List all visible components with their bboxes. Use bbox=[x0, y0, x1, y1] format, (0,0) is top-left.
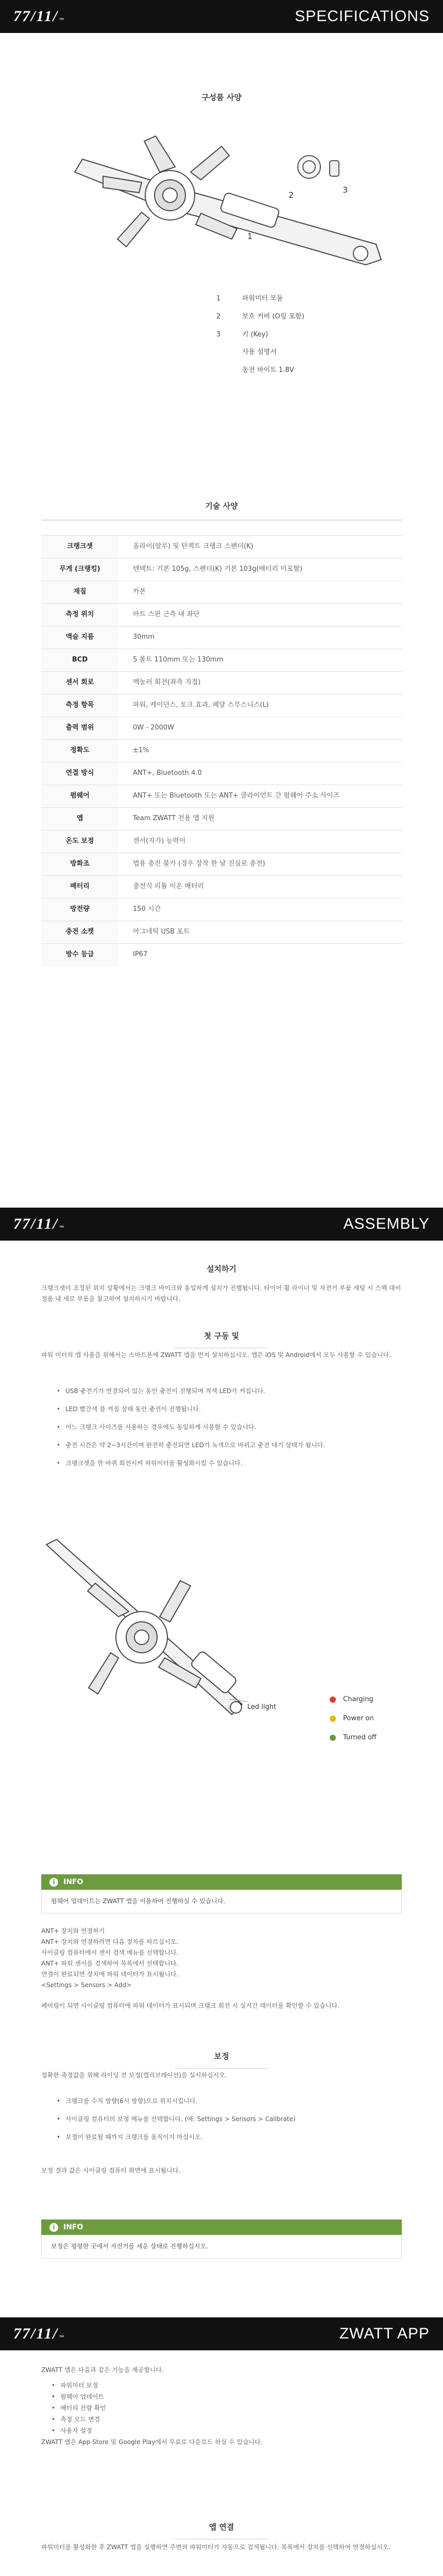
spec-row bbox=[41, 694, 402, 717]
calibration-list bbox=[57, 2096, 402, 2150]
callout-3: 3 bbox=[343, 185, 348, 195]
spec-key: 연결 방식 bbox=[41, 762, 118, 785]
spec-row bbox=[41, 876, 402, 899]
legend-power-on: Power on bbox=[330, 1713, 377, 1725]
info-box: i INFO 보정은 평평한 곳에서 자전거를 세운 상태로 진행하십시오. bbox=[41, 2219, 402, 2259]
led-light-label: Led light bbox=[247, 1703, 277, 1711]
spec-row bbox=[41, 558, 402, 581]
spec-value: Team ZWATT 전용 앱 지원 bbox=[118, 808, 402, 831]
components-list bbox=[216, 293, 304, 383]
spec-value: 올라이(알루) 및 탄젝트 크랭크 스펜더(K) bbox=[118, 536, 402, 558]
zwatt-app-section bbox=[0, 2350, 443, 2576]
green-dot-icon bbox=[330, 1735, 336, 1741]
list-item: • 크랭크를 수직 방향(6시 방향)으로 위치시킵니다. bbox=[57, 2096, 402, 2107]
spec-key: 크랭크셋 bbox=[41, 536, 118, 558]
spec-value: 카본 bbox=[118, 581, 402, 604]
spec-value: 파워, 케이던스, 토크 효과, 페달 스무스니스(L) bbox=[118, 694, 402, 717]
spec-row bbox=[41, 808, 402, 831]
ant-text: 페어링이 되면 사이클링 컴퓨터에 파워 데이터가 표시되며 크랭크 회전 시 실시간 데이터를 확인할 수 있습니다. bbox=[41, 2002, 339, 2009]
list-item: • 크랭크셋을 한 바퀴 회전시켜 파워미터를 활성화시킬 수 있습니다. bbox=[57, 1458, 402, 1469]
spec-row bbox=[41, 672, 402, 694]
spec-row bbox=[41, 921, 402, 944]
spec-value: 5 볼트 110mm 또는 130mm bbox=[118, 649, 402, 672]
spec-key: 재질 bbox=[41, 581, 118, 604]
spec-value: 마그네틱 USB 포트 bbox=[118, 921, 402, 944]
legend-charging: Charging bbox=[330, 1694, 377, 1706]
spec-key: 방전량 bbox=[41, 899, 118, 921]
setup-heading: 첫 구동 및 bbox=[0, 1329, 443, 1348]
legend-turned-off: Turned off bbox=[330, 1732, 377, 1744]
spec-value: 법용 충전 불가 (경우 장착 한 날 진실로 충전) bbox=[118, 853, 402, 876]
red-dot-icon bbox=[330, 1697, 336, 1703]
spec-key: 배터리 bbox=[41, 876, 118, 899]
list-item: 사용 설명서 bbox=[242, 348, 277, 357]
components-heading: 구성품 사양 bbox=[201, 93, 242, 102]
spec-row bbox=[41, 899, 402, 921]
spec-value: ±1% bbox=[118, 740, 402, 762]
spec-value: 150 시간 bbox=[118, 899, 402, 921]
spec-row bbox=[41, 785, 402, 808]
callout-2: 2 bbox=[288, 190, 294, 200]
spec-row bbox=[41, 626, 402, 649]
spec-value: 텐텍트: 기본 105g, 스펜더(K) 기본 103g(배터리 미포함) bbox=[118, 558, 402, 581]
list-item: • USB 충전기가 연결되어 있는 동안 충전이 진행되며 적색 LED가 켜집니다. bbox=[57, 1386, 402, 1397]
banner-title: ASSEMBLY bbox=[343, 1215, 430, 1232]
list-item: • 펌웨어 업데이트 bbox=[52, 2392, 106, 2402]
setup-list bbox=[57, 1386, 402, 1476]
installation-text: 크랭크셋이 조정된 위치 상황에서는 크랭크 바이크와 동일하게 설치가 진행됩니다. 타이어 휠 라이너 및 자전거 부품 세팅 시 스펙 대비 정품 내 세로 부품을 참고하여 설치하시기 바랍니다. bbox=[41, 1284, 401, 1302]
list-item: • 측정 모드 변경 bbox=[52, 2414, 106, 2425]
spec-row bbox=[41, 604, 402, 626]
connect-text: 파워미터를 활성화한 후 ZWATT 앱을 실행하면 주변의 파워미터가 자동으로 검색됩니다. 목록에서 장치를 선택하여 연결하십시오. bbox=[41, 2544, 390, 2551]
spec-key: 방화조 bbox=[41, 853, 118, 876]
spec-key: 앱 bbox=[41, 808, 118, 831]
spec-key: 방수 등급 bbox=[41, 944, 118, 967]
spec-key: 측정 항목 bbox=[41, 694, 118, 717]
spec-key: BCD bbox=[41, 649, 118, 672]
app-note: ZWATT 앱은 App Store 및 Google Play에서 무료로 다운로드 하실 수 있습니다. bbox=[41, 2438, 263, 2446]
info-icon: i bbox=[49, 2223, 58, 2232]
connect-heading: 앱 연결 bbox=[0, 2520, 443, 2539]
spec-value: 센서(자가) 능력이 bbox=[118, 831, 402, 853]
list-item: 동전 바이트 1.8V bbox=[242, 366, 294, 374]
list-item: • 어느 크랭크 사이즈를 사용하는 경우에도 동일하게 사용할 수 있습니다. bbox=[57, 1422, 402, 1433]
list-item: 2 보호 커버 (O링 포함) bbox=[216, 312, 304, 320]
yellow-dot-icon bbox=[330, 1716, 336, 1722]
brand-logo: 77/11/ ™ bbox=[13, 2325, 64, 2342]
callout-1: 1 bbox=[247, 231, 253, 241]
spec-key: 측정 위치 bbox=[41, 604, 118, 626]
spec-value: 0W - 2000W bbox=[118, 717, 402, 740]
setup-intro: 파워 미터의 앱 사용을 위해서는 스마트폰에 ZWATT 앱을 먼저 설치하십시오. 앱은 iOS 및 Android에서 모두 사용할 수 있습니다. bbox=[41, 1351, 391, 1359]
calibration-intro: 정확한 측정값을 위해 라이딩 전 보정(캘리브레이션)을 실시하십시오. bbox=[41, 2072, 227, 2079]
spec-key: 온도 보정 bbox=[41, 831, 118, 853]
crank-arm-illustration bbox=[21, 110, 422, 285]
app-feature-list bbox=[52, 2380, 106, 2437]
calibration-heading: 보정 bbox=[0, 2049, 443, 2069]
banner-title: ZWATT APP bbox=[339, 2325, 430, 2342]
calibration-text: 보정 결과 값은 사이클링 컴퓨터 화면에 표시됩니다. bbox=[41, 2167, 181, 2174]
list-item: • LED 빨간색 불 켜짐 상태 동안 충전이 진행됩니다. bbox=[57, 1404, 402, 1415]
spec-row bbox=[41, 649, 402, 672]
spec-key: 무게 (크랭킹) bbox=[41, 558, 118, 581]
spec-value: 충전식 리튬 이온 배터리 bbox=[118, 876, 402, 899]
spec-row bbox=[41, 853, 402, 876]
list-item: 1 파워미터 모듈 bbox=[216, 295, 283, 302]
spec-row bbox=[41, 581, 402, 604]
info-box: i INFO 펌웨어 업데이트는 ZWATT 앱을 이용하여 진행하실 수 있습니다. bbox=[41, 1874, 402, 1913]
spec-row bbox=[41, 536, 402, 558]
spec-row bbox=[41, 944, 402, 967]
spec-row bbox=[41, 740, 402, 762]
specs-heading: 기술 사양 bbox=[205, 501, 238, 511]
spec-value: ANT+ 또는 Bluetooth 또는 ANT+ 클라이언트 간 펌웨어 주소 사이즈 bbox=[118, 785, 402, 808]
list-item: • 충전 시간은 약 2~3시간이며 완전히 충전되면 LED가 녹색으로 바뀌고 충전 대기 상태가 됩니다. bbox=[57, 1440, 402, 1451]
spec-key: 출력 범위 bbox=[41, 717, 118, 740]
zwatt-app-banner bbox=[0, 2317, 443, 2350]
list-item: • 사이클링 컴퓨터의 보정 메뉴를 선택합니다. (예: Settings > Sensors > Calibrate) bbox=[57, 2114, 402, 2125]
list-item: 3 키 (Key) bbox=[216, 330, 268, 338]
specifications-banner bbox=[0, 0, 443, 33]
spec-row bbox=[41, 831, 402, 853]
spec-value: 바트 스핀 근측 내 좌단 bbox=[118, 604, 402, 626]
spec-value: IP67 bbox=[118, 944, 402, 967]
spec-row bbox=[41, 717, 402, 740]
spec-key: 정확도 bbox=[41, 740, 118, 762]
list-item: • 배터리 잔량 확인 bbox=[52, 2403, 106, 2414]
specifications-section bbox=[0, 33, 443, 1208]
spec-row bbox=[41, 762, 402, 785]
banner-title: SPECIFICATIONS bbox=[295, 7, 430, 25]
brand-logo: 77/11/ ™ bbox=[13, 7, 64, 25]
spec-value: 30mm bbox=[118, 626, 402, 649]
ant-heading: ANT+ 장치와 연결하기 bbox=[41, 1927, 105, 1935]
spec-key: 액슬 지름 bbox=[41, 626, 118, 649]
assembly-section bbox=[0, 1241, 443, 2317]
spec-value: ANT+, Bluetooth 4.0 bbox=[118, 762, 402, 785]
spec-key: 센서 회로 bbox=[41, 672, 118, 694]
list-item: • 보정이 완료될 때까지 크랭크를 움직이지 마십시오. bbox=[57, 2132, 402, 2143]
crank-led-illustration bbox=[26, 1524, 294, 1751]
spec-key: 충전 소켓 bbox=[41, 921, 118, 944]
spec-value: 멕놀러 회전(좌측 직접) bbox=[118, 672, 402, 694]
led-legend bbox=[330, 1694, 377, 1751]
assembly-banner bbox=[0, 1208, 443, 1241]
spec-key: 펌웨어 bbox=[41, 785, 118, 808]
list-item: • 파워미터 보정 bbox=[52, 2380, 106, 2391]
app-intro: ZWATT 앱은 다음과 같은 기능을 제공합니다. bbox=[41, 2366, 164, 2374]
list-item: • 사용자 설정 bbox=[52, 2426, 106, 2436]
installation-heading: 설치하기 bbox=[207, 1264, 236, 1274]
info-icon: i bbox=[49, 1878, 58, 1887]
brand-logo: 77/11/ ™ bbox=[13, 1215, 64, 1232]
ant-connection: ANT+ 장치와 연결하기 ANT+ 장치와 연결하려면 다음 절차를 따르십시오. 사이클링 컴퓨터에서 센서 검색 메뉴를 선택합니다. ANT+ 파워 센서를 검색하여 목록에서 선택합니다. 연결이 완료되면 장치에 파워 데이터가 표시됩니다. <Settings > Sensors > Add> bbox=[41, 1926, 402, 1991]
spec-table bbox=[41, 535, 402, 967]
